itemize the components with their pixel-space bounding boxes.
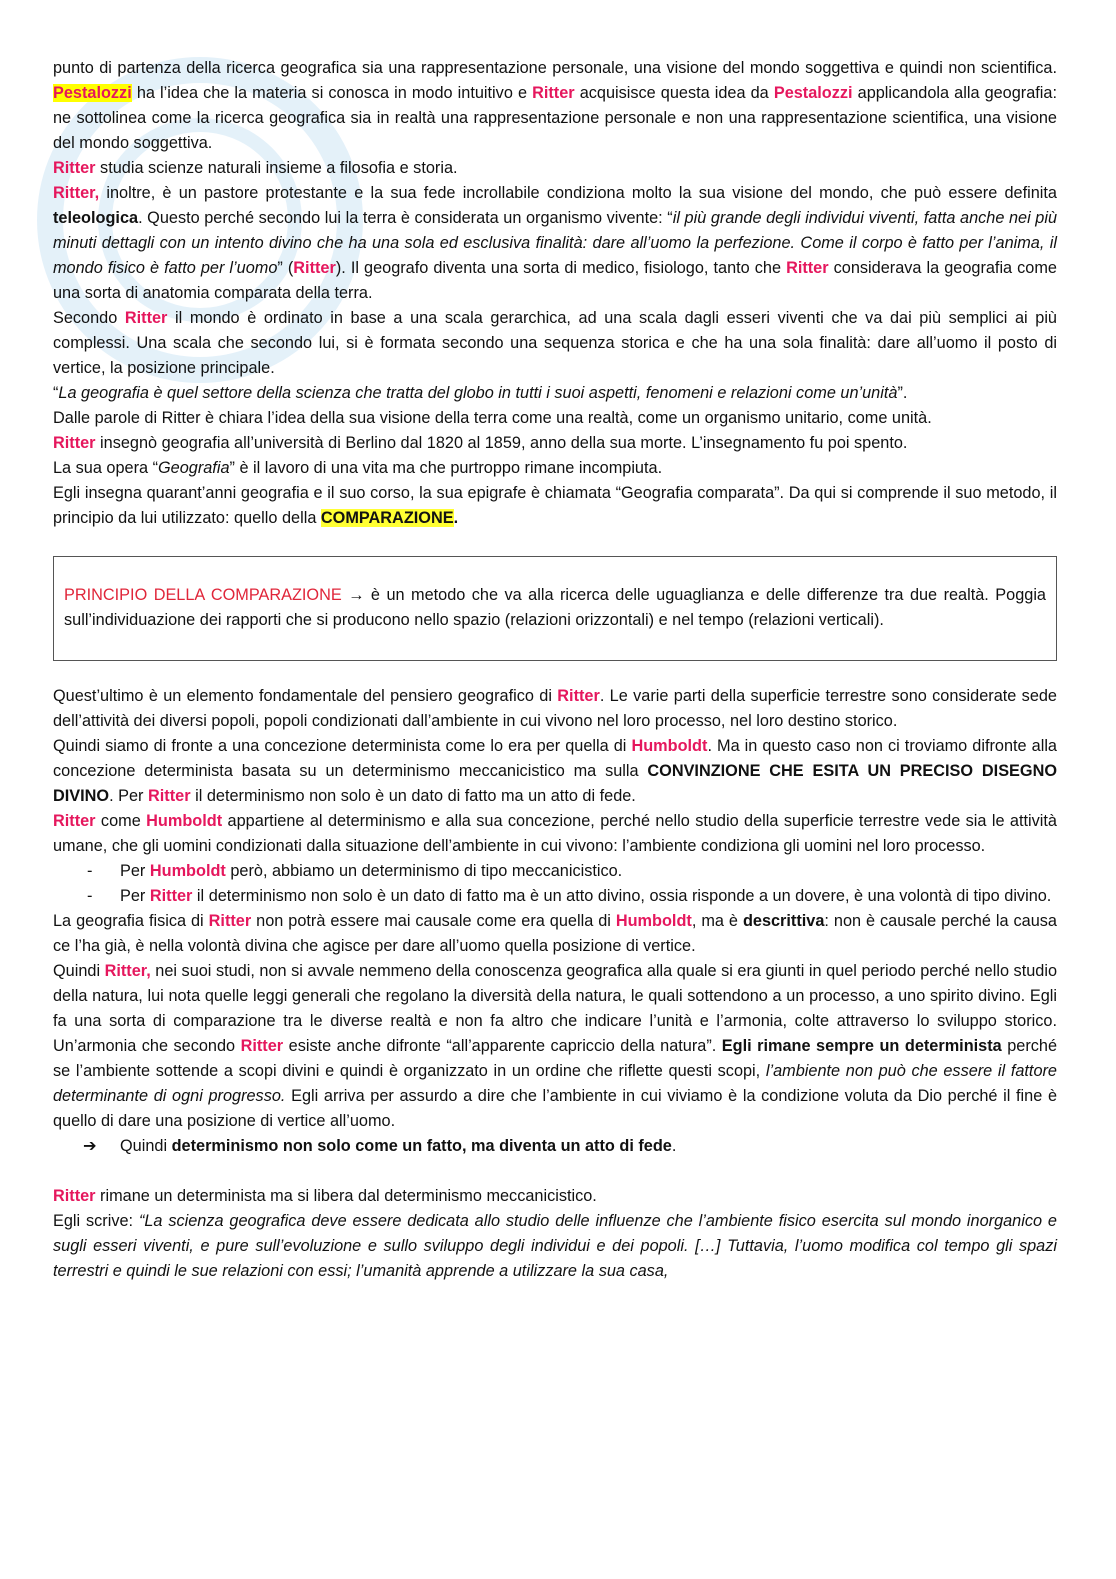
paragraph-11: Quindi siamo di fronte a una concezione determinista come lo era per quella di Humboldt. Ma in questo caso non ci troviamo difronte alla concezione determinista basata su un determinismo meccanicistico ma sulla CONVINZIONE CHE ESITA UN PRECISO DISEGNO DIVINO. Per Ritter il determinismo non solo è un dato di fatto ma un atto di fede. xyxy=(53,737,1057,805)
paragraph-15: Ritter rimane un determinista ma si libera dal determinismo meccanicistico. xyxy=(53,1187,597,1205)
name-humboldt: Humboldt xyxy=(149,862,226,880)
paragraph-14: Quindi Ritter, nei suoi studi, non si avvale nemmeno della conoscenza geografica alla quale si era giunti in quel periodo perché nello studio della natura, lui nota quelle leggi generali che regolano la diversità della natura, le quali sottendono a un processo, a uno spirito divino. Egli fa una sorta di comparazione tra le diverse realtà e non fa altro che indicare l’unità e l’armonia, colte attraverso lo sviluppo storico. Un’armonia che secondo Ritter esiste anche difronte “all’apparente capriccio della natura”. Egli rimane sempre un determinista perché se l’ambiente sottende a scopi divini e quindi è organizzato in un ordine che riflette questi scopi, l’ambiente non può che essere il fattore determinante di ogni progresso. Egli arriva per assurdo a dire che l’ambiente in cui viviamo è la condizione voluta da Dio perché il fine è quello di dare una posizione di vertice all’uomo. xyxy=(53,962,1057,1130)
paragraph-2: Ritter studia scienze naturali insieme a filosofia e storia. xyxy=(53,159,458,177)
definition-box xyxy=(53,556,1057,661)
work-title: Geografia xyxy=(158,459,230,477)
term-determinista: Egli rimane sempre un determinista xyxy=(721,1037,1002,1055)
paragraph-3: Ritter, inoltre, è un pastore protestante e la sua fede incrollabile condiziona molto la sua visione del mondo, che può essere definita teleologica. Questo perché secondo lui la terra è considerata un organismo vivente: “il più grande degli individui viventi, fatta anche nei più minuti dettagli con un intento divino che ha una sola ed esclusiva finalità: dare all’uomo la perfezione. Come il corpo è fatto per l’anima, il mondo fisico è fatto per l’uomo” (Ritter). Il geografo diventa una sorta di medico, fisiologo, tanto che Ritter considerava la geografia come una sorta di anatomia comparata della terra. xyxy=(53,184,1057,302)
document-page xyxy=(53,56,1057,1284)
paragraph-6: Dalle parole di Ritter è chiara l’idea della sua visione della terra come una realtà, come un organismo unitario, come unità. xyxy=(53,409,932,427)
italic-phrase: l’ambiente non può che essere il fattore determinante di ogni progresso. xyxy=(53,1062,1057,1105)
paragraph-10: Quest’ultimo è un elemento fondamentale del pensiero geografico di Ritter. Le varie parti della superficie terrestre sono considerate sede dell’attività dei diversi popoli, popoli condizionati dall’ambiente in cui vivono nel loro processo, nel loro destino storico. xyxy=(53,687,1057,730)
arrow-right-icon: → xyxy=(348,586,365,604)
name-ritter: Ritter xyxy=(53,159,96,177)
term-comparazione: COMPARAZIONE xyxy=(320,509,454,527)
quote-definition: La geografia è quel settore della scienza che tratta del globo in tutti i suoi aspetti, fenomeni e relazioni come un’unità xyxy=(58,384,898,402)
name-ritter: Ritter xyxy=(557,687,600,705)
name-humboldt: Humboldt xyxy=(631,737,708,755)
box-title: PRINCIPIO DELLA COMPARAZIONE xyxy=(64,586,342,604)
paragraph-16: Egli scrive: “La scienza geografica deve essere dedicata allo studio delle influenze che l’ambiente fisico esercita sul mondo inorganico e sugli esseri viventi, e pure sull’evoluzione e sullo sviluppo degli individui e dei popoli. […] Tuttavia, l’uomo modifica col tempo gli spazi terrestri e quindi le sue relazioni con essi; l’umanità apprende a utilizzare la sua casa, xyxy=(53,1212,1057,1280)
name-ritter: Ritter xyxy=(208,912,252,930)
quote-ritter: il più grande degli individui viventi, fatta anche nei più minuti dettagli con un intento divino che ha una sola ed esclusiva finalità: dare all’uomo la perfezione. Come il corpo è fatto per l’anima, il mondo fisico è fatto per l’uomo xyxy=(53,209,1057,277)
conclusion-line: ➔ Quindi determinismo non solo come un fatto, ma diventa un atto di fede. xyxy=(53,1134,1057,1159)
dash-bullet: - xyxy=(87,887,93,905)
name-humboldt: Humboldt xyxy=(615,912,692,930)
paragraph-7: Ritter insegnò geografia all’università di Berlino dal 1820 al 1859, anno della sua morte. L’insegnamento fu poi spento. xyxy=(53,434,908,452)
conclusion-bold: determinismo non solo come un fatto, ma diventa un atto di fede xyxy=(171,1137,672,1155)
definition-text: PRINCIPIO DELLA COMPARAZIONE → è un metodo che va alla ricerca delle uguaglianza e delle differenze tra due realtà. Poggia sull’individuazione dei rapporti che si producono nello spazio (relazioni orizzontali) e nel tempo (relazioni verticali). xyxy=(64,586,1046,629)
list-item: - Per Humboldt però, abbiamo un determinismo di tipo meccanicistico. xyxy=(53,859,1057,884)
name-ritter: Ritter xyxy=(53,434,96,452)
bullet-list xyxy=(53,859,1057,909)
paragraph-1: punto di partenza della ricerca geografica sia una rappresentazione personale, una visione del mondo soggettiva e quindi non scientifica. Pestalozzi ha l’idea che la materia si conosca in modo intuitivo e Ritter acquisisce questa idea da Pestalozzi applicandola alla geografia: ne sottolinea come la ricerca geografica sia in realtà una rappresentazione personale e non una rappresentazione scientifica, una visione del mondo soggettiva. xyxy=(53,59,1057,152)
name-ritter: Ritter, xyxy=(53,184,100,202)
name-ritter: Ritter xyxy=(149,887,193,905)
name-pestalozzi: Pestalozzi xyxy=(53,84,132,102)
arrow-bullet-icon: ➔ xyxy=(83,1137,97,1155)
name-ritter: Ritter xyxy=(532,84,575,102)
name-ritter: Ritter xyxy=(53,812,96,830)
list-item: - Per Ritter il determinismo non solo è un dato di fatto ma è un atto divino, ossia risponde a un dovere, è una volontà di tipo divino. xyxy=(53,884,1057,909)
paragraph-8: La sua opera “Geografia” è il lavoro di una vita ma che purtroppo rimane incompiuta. xyxy=(53,459,663,477)
name-humboldt: Humboldt xyxy=(146,812,223,830)
name-ritter: Ritter xyxy=(786,259,829,277)
paragraph-9: Egli insegna quarant’anni geografia e il suo corso, la sua epigrafe è chiamata “Geografia comparata”. Da qui si comprende il suo metodo, il principio da lui utilizzato: quello della COMPARAZIONE. xyxy=(53,484,1057,527)
name-ritter: Ritter xyxy=(148,787,191,805)
name-ritter: Ritter xyxy=(240,1037,284,1055)
term-teleologica: teleologica xyxy=(53,209,139,227)
paragraph-12: Ritter come Humboldt appartiene al determinismo e alla sua concezione, perché nello studio della superficie terrestre vede sia le attività umane, che gli uomini condizionati dalla situazione dell’ambiente in cui vivono: l’ambiente condiziona gli uomini nel loro processo. xyxy=(53,812,1057,855)
paragraph-5: “La geografia è quel settore della scienza che tratta del globo in tutti i suoi aspetti, fenomeni e relazioni come un’unità”. xyxy=(53,384,908,402)
term-convinzione: CONVINZIONE CHE ESITA UN PRECISO DISEGNO DIVINO xyxy=(53,762,1057,805)
name-ritter: Ritter xyxy=(53,1187,96,1205)
quote-ritter-final: “La scienza geografica deve essere dedicata allo studio delle influenze che l’ambiente fisico esercita sul mondo inorganico e sugli esseri viventi, e pure sull’evoluzione e sullo sviluppo degli individui e dei popoli. […] Tuttavia, l’uomo modifica col tempo gli spazi terrestri e quindi le sue relazioni con essi; l’umanità apprende a utilizzare la sua casa, xyxy=(53,1212,1057,1280)
term-descrittiva: descrittiva xyxy=(742,912,825,930)
name-pestalozzi: Pestalozzi xyxy=(773,84,853,102)
name-ritter: Ritter xyxy=(124,309,168,327)
dash-bullet: - xyxy=(87,862,93,880)
paragraph-4: Secondo Ritter il mondo è ordinato in base a una scala gerarchica, ad una scala dagli esseri viventi che va dai più semplici ai più complessi. Una scala che secondo lui, si è formata secondo una sequenza storica e che ha una sola finalità: dare all’uomo il posto di vertice, la posizione principale. xyxy=(53,309,1057,377)
name-ritter: Ritter xyxy=(293,259,336,277)
paragraph-13: La geografia fisica di Ritter non potrà essere mai causale come era quella di Humboldt, ma è descrittiva: non è causale perché la causa ce l’ha già, è nella volontà divina che agisce per dare all’uomo quella posizione di vertice. xyxy=(53,912,1057,955)
name-ritter: Ritter, xyxy=(104,962,151,980)
